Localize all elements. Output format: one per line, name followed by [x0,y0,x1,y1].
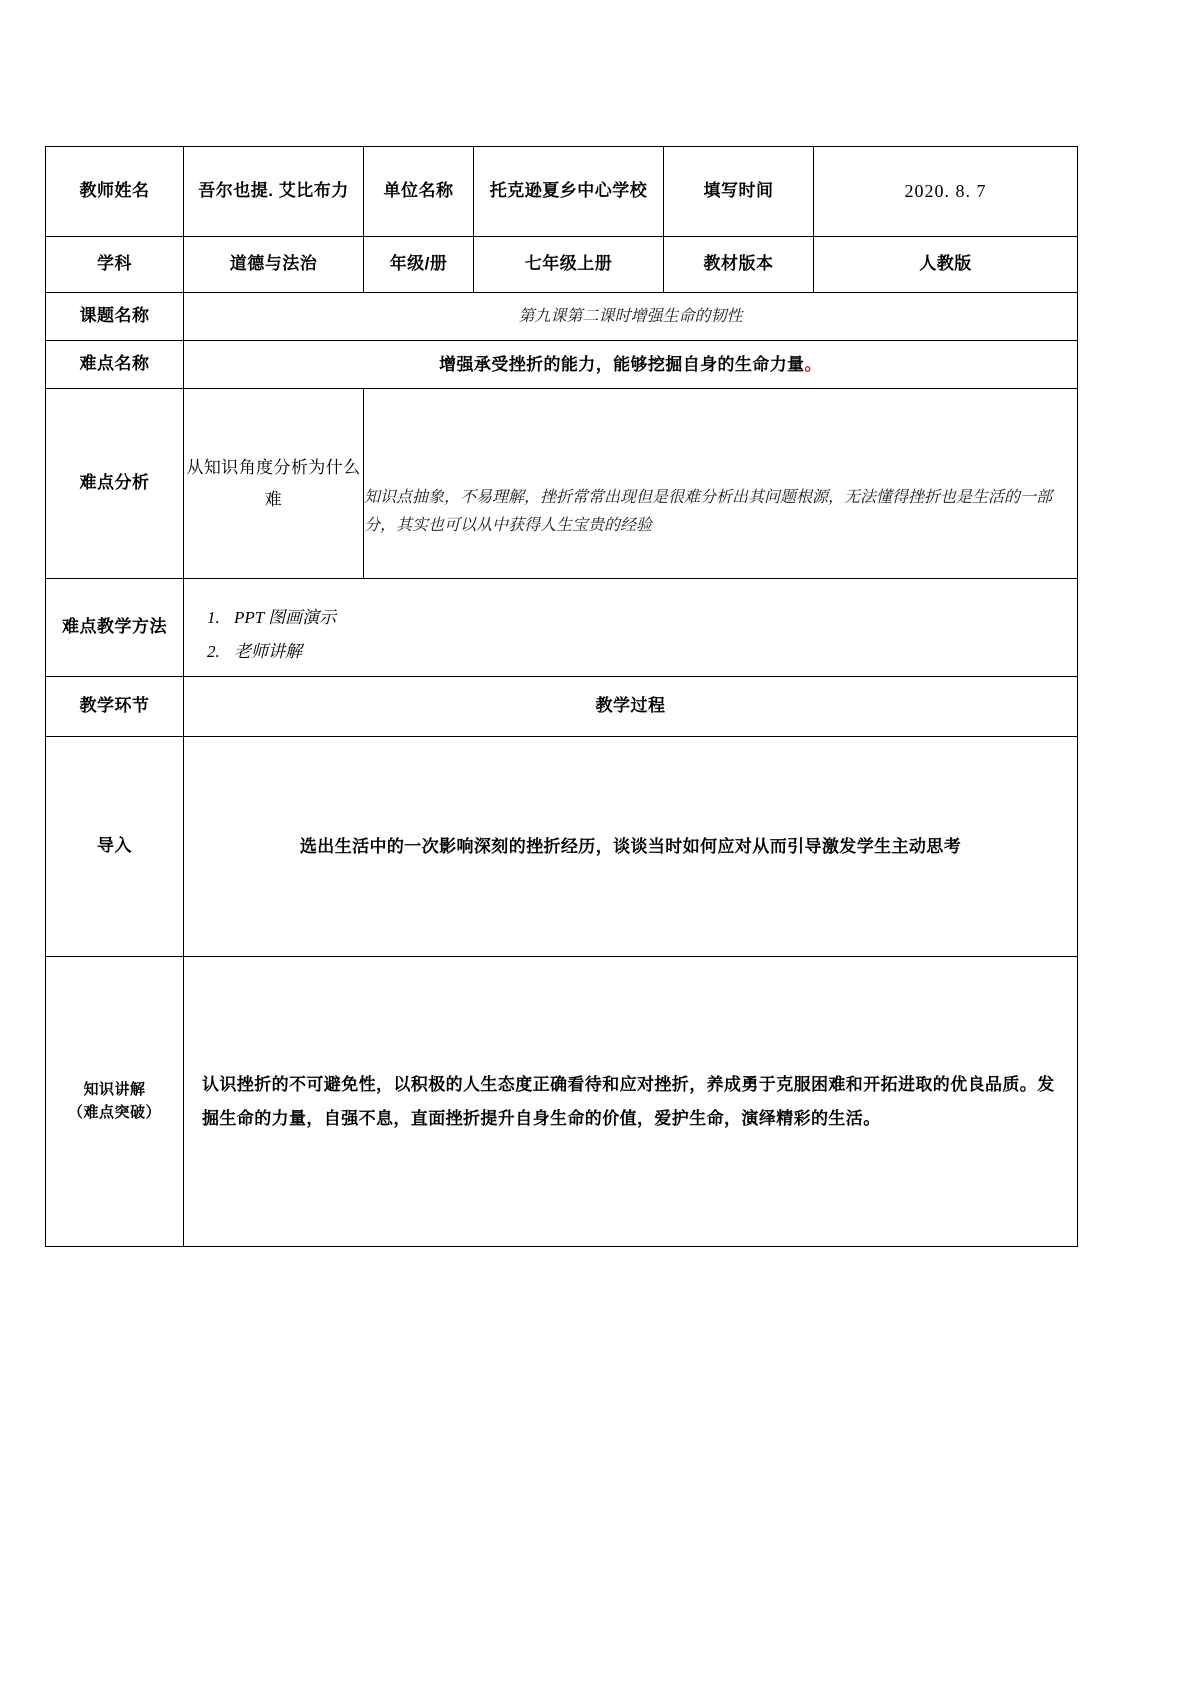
knowledge-label-line1: 知识讲解 [83,1081,146,1098]
knowledge-text: 认识挫折的不可避免性，以积极的人生态度正确看待和应对挫折，养成勇于克服困难和开拓进取的优良品质。发掘生命的力量，自强不息，直面挫折提升自身生命的价值，爱护生命，演绎精彩的生活。 [202,1075,1055,1128]
label-textbook-version: 教材版本 [664,237,814,293]
label-grade-volume: 年级/册 [364,237,474,293]
label-teaching-stage: 教学环节 [46,677,184,737]
introduction-text: 选出生活中的一次影响深刻的挫折经历，谈谈当时如何应对从而引导激发学生主动思考 [299,836,962,856]
difficulty-name-text: 增强承受挫折的能力，能够挖掘自身的生命力量 [439,354,805,374]
table-row [46,341,1078,389]
difficulty-analysis-sublabel: 从知识角度分析为什么难 [184,389,364,579]
value-teacher-name: 吾尔也提. 艾比布力 [184,147,364,237]
table-row [46,389,1078,579]
value-subject: 道德与法治 [184,237,364,293]
value-unit-name: 托克逊夏乡中心学校 [474,147,664,237]
knowledge-label-line2: （难点突破） [67,1103,161,1121]
value-topic-name [184,293,1078,341]
label-fill-date: 填写时间 [664,147,814,237]
topic-name-text: 第九课第二课时增强生命的韧性 [518,307,743,325]
lesson-plan-page [45,146,1077,1247]
label-difficulty-name: 难点名称 [46,341,184,389]
label-subject: 学科 [46,237,184,293]
table-row [46,237,1078,293]
difficulty-name-end-mark: 。 [804,354,822,374]
label-teacher-name: 教师姓名 [46,147,184,237]
list-item: 2. 老师讲解 [224,635,1077,669]
label-unit-name: 单位名称 [364,147,474,237]
label-topic-name: 课题名称 [46,293,184,341]
teaching-methods-body [184,579,1078,677]
table-row [46,957,1078,1247]
label-difficulty-analysis: 难点分析 [46,389,184,579]
introduction-body [184,737,1078,957]
difficulty-analysis-text: 知识点抽象，不易理解，挫折常常出现但是很难分析出其问题根源，无法懂得挫折也是生活的一部分，其实也可以从中获得人生宝贵的经验 [364,488,1053,534]
value-textbook-version: 人教版 [814,237,1078,293]
value-difficulty-name [184,341,1078,389]
label-teaching-process: 教学过程 [184,677,1078,737]
table-row [46,293,1078,341]
lesson-plan-table [45,146,1078,1247]
list-item: 1. PPT 图画演示 [224,601,1077,635]
label-introduction: 导入 [46,737,184,957]
knowledge-body [184,957,1078,1247]
label-knowledge-explanation [46,957,184,1247]
value-grade-volume: 七年级上册 [474,237,664,293]
difficulty-analysis-body [364,389,1078,579]
table-row [46,737,1078,957]
label-teaching-methods: 难点教学方法 [46,579,184,677]
teaching-methods-list [184,601,1077,669]
table-row [46,677,1078,737]
table-row [46,147,1078,237]
value-fill-date: 2020. 8. 7 [814,147,1078,237]
table-row [46,579,1078,677]
